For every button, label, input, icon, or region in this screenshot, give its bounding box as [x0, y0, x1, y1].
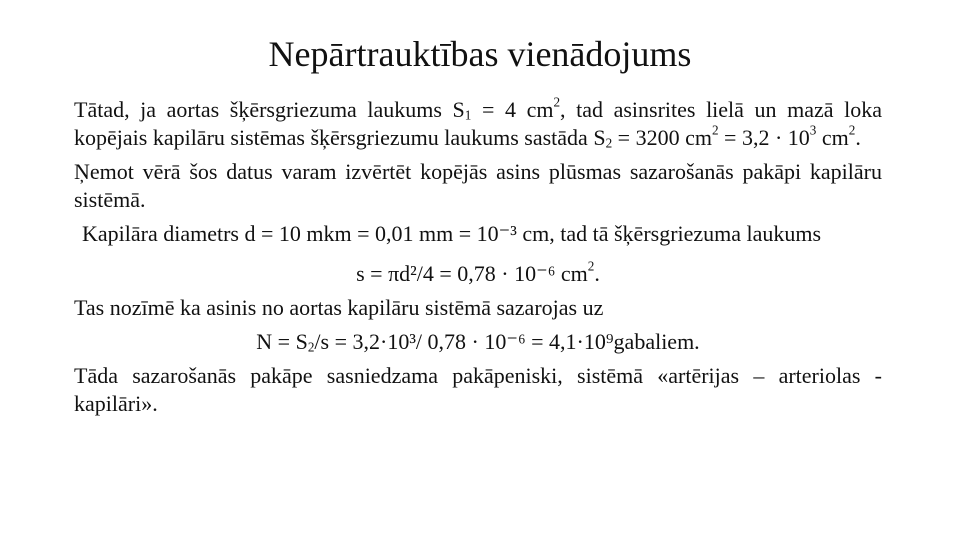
- text-run: cm: [816, 125, 849, 150]
- subscript: 1: [464, 107, 472, 123]
- paragraph-conclusion: Tāda sazarošanās pakāpe sasniedzama pakāpeniski, sistēmā «artērijas – arteriolas - kapilāri».: [74, 363, 882, 416]
- paragraph-branching-intro: Tas nozīmē ka asinis no aortas kapilāru sistēmā sazarojas uz: [74, 295, 604, 320]
- text-run: = 3200 cm: [612, 125, 712, 150]
- slide-body: [74, 96, 882, 418]
- text-run: /s = 3,2·10³/ 0,78 · 10⁻⁶ = 4,1·10⁹gabaliem.: [314, 329, 700, 354]
- formula-cross-section: [74, 260, 882, 288]
- text-run: Tātad, ja aortas šķērsgriezuma laukums S: [74, 97, 465, 122]
- text-run: , tad asinsrites lielā un mazā loka kopējais kapilāru sistēmas šķērsgriezumu laukums sastāda S: [74, 97, 882, 150]
- text-run: = 3,2 · 10: [718, 125, 810, 150]
- text-run: = 4 cm: [471, 97, 554, 122]
- superscript: 2: [553, 94, 561, 110]
- superscript: 2: [848, 122, 856, 138]
- text-run: N = S: [256, 329, 308, 354]
- superscript: 2: [711, 122, 719, 138]
- subscript: 2: [605, 135, 613, 151]
- text-run: s = πd²/4 = 0,78 · 10⁻⁶ cm: [356, 261, 588, 286]
- paragraph-evaluation: Ņemot vērā šos datus varam izvērtēt kopējās asins plūsmas sazarošanās pakāpi kapilāru sistēmā.: [74, 159, 882, 212]
- subscript: 2: [307, 339, 315, 355]
- superscript: 3: [809, 122, 817, 138]
- slide-title: Nepārtrauktības vienādojums: [268, 34, 692, 74]
- paragraph-capillary-diameter: Kapilāra diametrs d = 10 mkm = 0,01 mm = 10⁻³ cm, tad tā šķērsgriezuma laukums: [82, 221, 822, 246]
- superscript: 2: [587, 258, 595, 274]
- paragraph-area-values: [74, 96, 882, 152]
- formula-branch-count: [74, 328, 882, 356]
- text-run: .: [594, 261, 600, 286]
- text-run: .: [855, 125, 861, 150]
